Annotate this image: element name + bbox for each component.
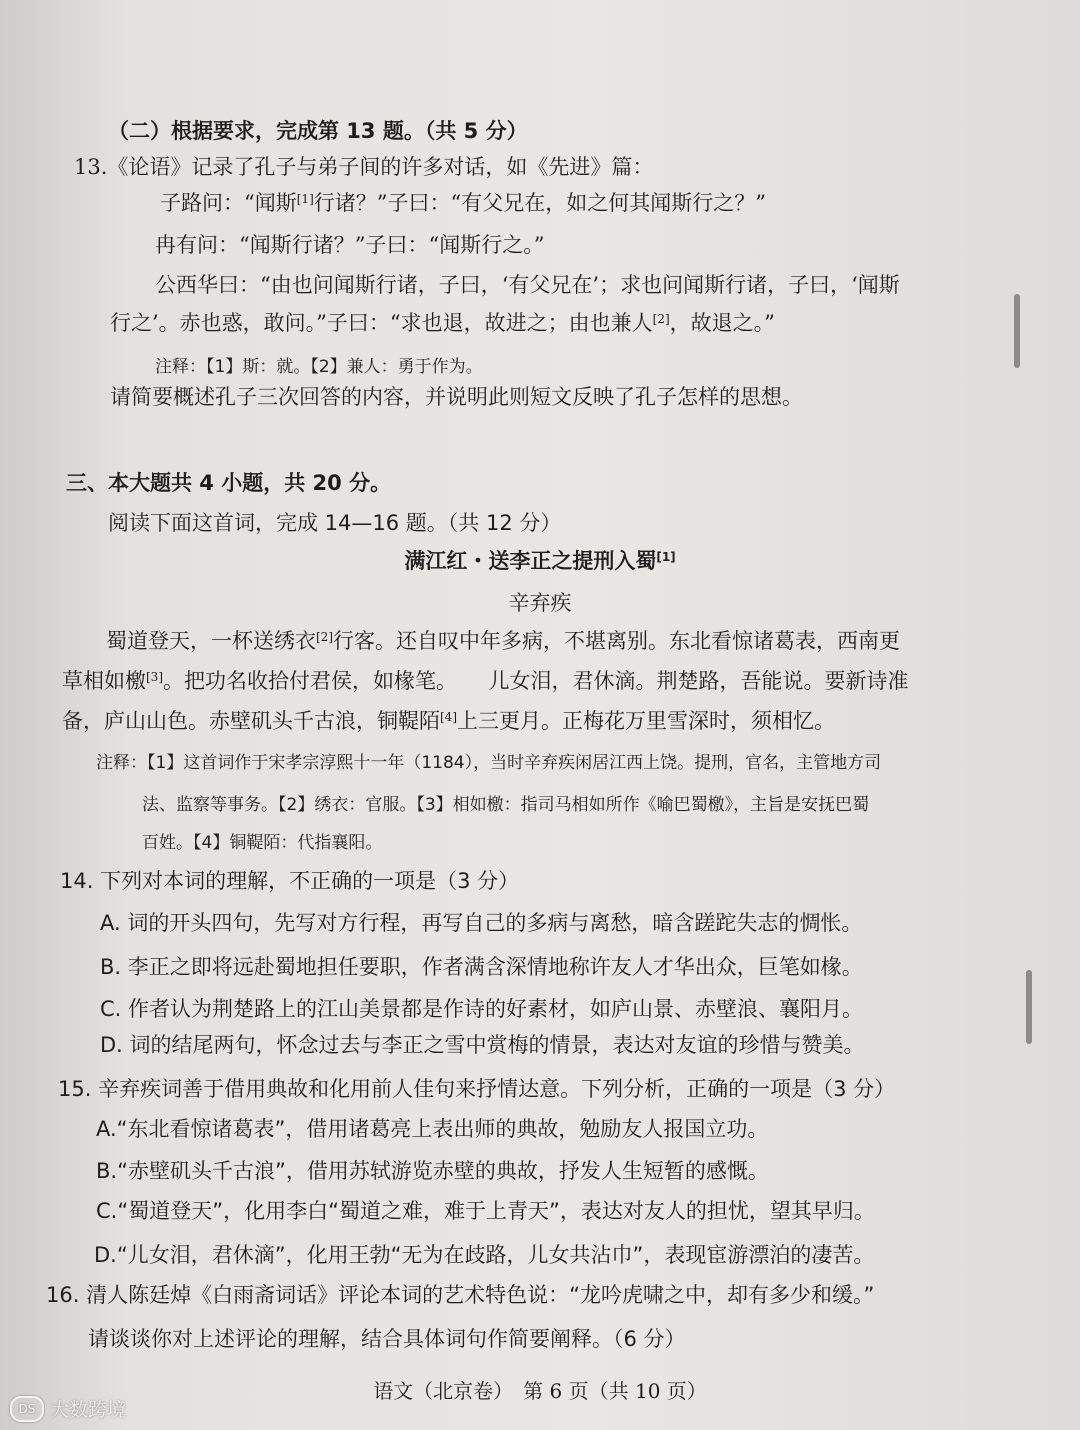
poem-text: 备，庐山山色。赤壁矶头千古浪，铜鞮陌 bbox=[62, 709, 440, 733]
q14-option-a: A. 词的开头四句，先写对方行程，再写自己的多病与离愁，暗含蹉跎失志的惆怅。 bbox=[100, 911, 863, 935]
question-15-stem: 15. 辛弃疾词善于借用典故和化用前人佳句来抒情达意。下列分析，正确的一项是（3 分） bbox=[58, 1077, 896, 1101]
footnote-marker: [2] bbox=[652, 312, 670, 326]
footnote-marker: [1] bbox=[296, 192, 314, 206]
poem-author: 辛弃疾 bbox=[508, 591, 572, 615]
dialogue-1 bbox=[160, 188, 766, 218]
poem-text: 。把功名收拾付君侯，如椽笔。 儿女泪，君休滴。荆楚路，吾能说。要新诗准 bbox=[163, 669, 909, 693]
footnote-marker: [4] bbox=[440, 710, 457, 724]
poem-text: 行客。还自叹中年多病，不堪离别。东北看惊诸葛表，西南更 bbox=[333, 629, 900, 653]
q15-option-a: A.“东北看惊诸葛表”，借用诸葛亮上表出师的典故，勉励友人报国立功。 bbox=[96, 1117, 769, 1141]
page-footer: 语文（北京卷） 第 6 页（共 10 页） bbox=[373, 1379, 707, 1403]
q14-option-b: B. 李正之即将远赴蜀地担任要职，作者满含深情地称许友人才华出众，巨笔如椽。 bbox=[100, 955, 863, 979]
dialogue-3-line-1: 公西华曰：“由也问闻斯行诸，子曰，‘有父兄在’；求也问闻斯行诸，子曰，‘闻斯 bbox=[155, 273, 900, 297]
q15-option-d: D.“儿女泪，君休滴”，化用王勃“无为在歧路，儿女共沾巾”，表现宦游漂泊的凄苦。 bbox=[94, 1243, 875, 1267]
poem-line-2 bbox=[62, 666, 909, 696]
q15-option-b: B.“赤壁矶头千古浪”，借用苏轼游览赤壁的典故，抒发人生短暂的感慨。 bbox=[96, 1159, 769, 1183]
poem-title-text: 满江红・送李正之提刑入蜀 bbox=[404, 549, 657, 573]
scan-edge-mark bbox=[1014, 294, 1020, 368]
question-14-stem: 14. 下列对本词的理解，不正确的一项是（3 分） bbox=[60, 869, 520, 893]
poem-text: 上三更月。正梅花万里雪深时，须相忆。 bbox=[457, 709, 835, 733]
dialogue-1-part-b: 行诸？”子曰：“有父兄在，如之何其闻斯行之？” bbox=[313, 191, 766, 215]
section-3-heading: 三、本大题共 4 小题，共 20 分。 bbox=[66, 471, 392, 495]
section-2-heading: （二）根据要求，完成第 13 题。（共 5 分） bbox=[108, 119, 528, 143]
dialogue-2: 冉有问：“闻斯行诸？”子曰：“闻斯行之。” bbox=[155, 233, 545, 257]
question-16-line-1: 16. 清人陈廷焯《白雨斋词话》评论本词的艺术特色说：“龙吟虎啸之中，却有多少和缓。” bbox=[46, 1283, 875, 1307]
dialogue-1-part-a: 子路问：“闻斯 bbox=[160, 191, 297, 215]
footnote-marker: [2] bbox=[316, 630, 333, 644]
poem-note-1: 注释：【1】这首词作于宋孝宗淳熙十一年（1184），当时辛弃疾闲居江西上饶。提刑，官名，主管地方司 bbox=[96, 753, 882, 773]
dialogue-3-part-b: ，故退之。” bbox=[669, 311, 775, 335]
poem-note-3: 百姓。【4】铜鞮陌：代指襄阳。 bbox=[142, 833, 383, 853]
question-16-line-2: 请谈谈你对上述评论的理解，结合具体词句作简要阐释。（6 分） bbox=[88, 1327, 686, 1351]
watermark bbox=[10, 1395, 126, 1422]
question-13-notes: 注释：【1】斯：就。【2】兼人：勇于作为。 bbox=[155, 357, 483, 377]
footnote-marker: [3] bbox=[146, 670, 163, 684]
section-3-instruction: 阅读下面这首词，完成 14—16 题。（共 12 分） bbox=[108, 511, 562, 535]
footnote-marker: [1] bbox=[656, 550, 676, 564]
poem-title bbox=[0, 546, 1080, 576]
question-13-task: 请简要概述孔子三次回答的内容，并说明此则短文反映了孔子怎样的思想。 bbox=[110, 385, 803, 409]
poem-text: 草相如檄 bbox=[62, 669, 146, 693]
q15-option-c: C.“蜀道登天”，化用李白“蜀道之难，难于上青天”，表达对友人的担忧，望其早归。 bbox=[96, 1199, 875, 1223]
question-13-stem: 13.《论语》记录了孔子与弟子间的许多对话，如《先进》篇： bbox=[74, 155, 654, 179]
poem-note-2: 法、监察等事务。【2】绣衣：官服。【3】相如檄：指司马相如所作《喻巴蜀檄》，主旨是安抚巴蜀 bbox=[142, 795, 870, 815]
poem-text: 蜀道登天，一杯送绣衣 bbox=[106, 629, 316, 653]
dialogue-3-part-a: 行之’。赤也惑，敢问。”子曰：“求也退，故进之；由也兼人 bbox=[110, 311, 653, 335]
watermark-text: 大数跨境 bbox=[50, 1399, 127, 1421]
q14-option-d: D. 词的结尾两句，怀念过去与李正之雪中赏梅的情景，表达对友谊的珍惜与赞美。 bbox=[100, 1033, 865, 1057]
dialogue-3-line-2 bbox=[110, 308, 775, 338]
watermark-logo: DS bbox=[10, 1396, 44, 1422]
scan-edge-mark bbox=[1026, 970, 1032, 1044]
poem-line-1 bbox=[106, 626, 900, 656]
q14-option-c: C. 作者认为荆楚路上的江山美景都是作诗的好素材，如庐山景、赤壁浪、襄阳月。 bbox=[100, 997, 864, 1021]
poem-line-3 bbox=[62, 706, 835, 736]
